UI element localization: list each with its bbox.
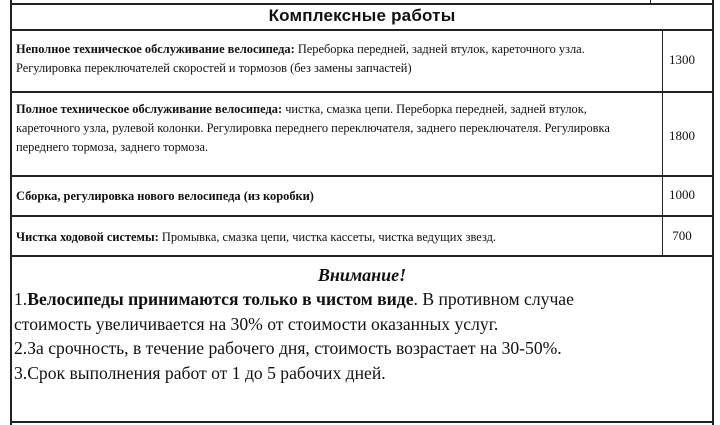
table-divider (10, 255, 714, 257)
service-description (16, 228, 648, 247)
notice-item-2: 2.За срочность, в течение рабочего дня, стоимость возрастает на 30-50%. (14, 338, 562, 358)
service-price: 1000 (669, 187, 695, 202)
service-price: 1800 (669, 128, 695, 143)
table-border-bottom (10, 421, 714, 423)
service-price: 1300 (669, 52, 695, 67)
notice-item-number: 1. (14, 289, 28, 309)
service-name: Неполное техническое обслуживание велосипеда: (16, 42, 295, 56)
table-row (12, 217, 712, 255)
notice-text: . В противном случае (413, 289, 574, 309)
service-price: 700 (672, 228, 692, 243)
notice-item-1 (14, 287, 710, 312)
table-border-right (712, 0, 714, 425)
service-name: Сборка, регулировка нового велосипеда (из коробки) (16, 189, 314, 203)
service-description (16, 187, 648, 206)
table-row (12, 93, 712, 175)
service-details: Промывка, смазка цепи, чистка кассеты, чистка ведущих звезд. (161, 230, 497, 244)
notice-item-3: 3.Срок выполнения работ от 1 до 5 рабочих дней. (14, 362, 386, 383)
service-description (16, 100, 648, 157)
service-name: Полное техническое обслуживание велосипеда: (16, 102, 283, 116)
notice-emphasis: Велосипеды принимаются только в чистом виде (27, 289, 414, 309)
section-title: Комплексные работы (268, 6, 456, 25)
notice-item-1-continued: стоимость увеличивается на 30% от стоимости оказанных услуг. (14, 313, 499, 334)
service-details: Переборка передней, задней втулок, кареточного узла. Регулировка переключателей скоростей и тормозов (без замены запчастей) (16, 42, 585, 75)
notice-block (14, 263, 710, 385)
service-details: чистка, смазка цепи. Переборка передней, задней втулок, кареточного узла, рулевой колонки. Регулировка переднего переключателя, заднего переключателя. Регулировка переднего тормоза, заднего тормоза. (16, 102, 610, 154)
table-row (12, 31, 712, 91)
service-name: Чистка ходовой системы: (16, 230, 159, 244)
table-row (12, 177, 712, 215)
service-description (16, 40, 648, 78)
notice-title: Внимание! (317, 265, 407, 285)
